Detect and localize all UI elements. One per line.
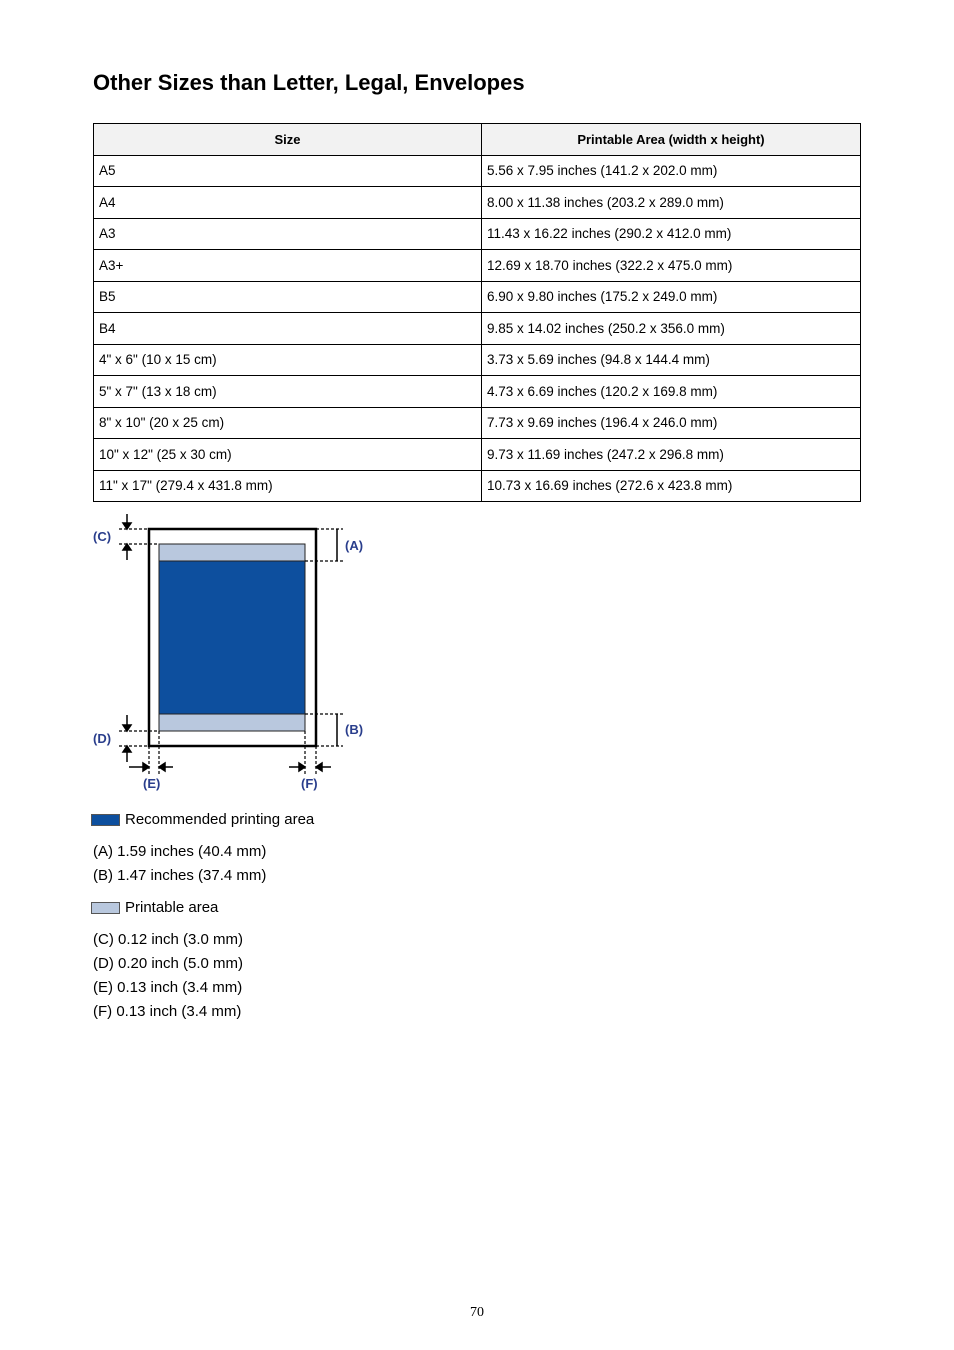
printable-area-cell: 5.56 x 7.95 inches (141.2 x 202.0 mm): [482, 155, 861, 187]
column-header-printable-area: Printable Area (width x height): [482, 124, 861, 156]
label-d: (D): [93, 731, 112, 746]
table-row: [94, 376, 861, 408]
printable-area-cell: 9.73 x 11.69 inches (247.2 x 296.8 mm): [482, 439, 861, 471]
table-row: [94, 439, 861, 471]
label-e: (E): [143, 776, 161, 791]
table-row: [94, 470, 861, 502]
printable-area-cell: 4.73 x 6.69 inches (120.2 x 169.8 mm): [482, 376, 861, 408]
printable-area-top: [159, 544, 305, 561]
size-cell: A3+: [94, 250, 482, 282]
size-cell: B5: [94, 281, 482, 313]
size-cell: 4" x 6" (10 x 15 cm): [94, 344, 482, 376]
table-row: [94, 313, 861, 345]
size-cell: A5: [94, 155, 482, 187]
legend-printable-label: Printable area: [125, 899, 219, 916]
label-a: (A): [345, 538, 364, 553]
size-cell: 8" x 10" (20 x 25 cm): [94, 407, 482, 439]
recommended-area-swatch: [91, 814, 120, 826]
table-header-row: [94, 124, 861, 156]
dimension-f: (F) 0.13 inch (3.4 mm): [93, 1003, 242, 1020]
size-cell: A4: [94, 187, 482, 219]
label-c: (C): [93, 529, 112, 544]
dimension-a: (A) 1.59 inches (40.4 mm): [93, 843, 267, 860]
size-cell: A3: [94, 218, 482, 250]
recommended-printing-area: [159, 561, 305, 714]
printable-area-swatch: [91, 902, 120, 914]
label-f: (F): [301, 776, 318, 791]
printable-area-cell: 6.90 x 9.80 inches (175.2 x 249.0 mm): [482, 281, 861, 313]
table-row: [94, 407, 861, 439]
legend-recommended: [91, 811, 314, 828]
size-cell: 10" x 12" (25 x 30 cm): [94, 439, 482, 471]
printable-area-cell: 11.43 x 16.22 inches (290.2 x 412.0 mm): [482, 218, 861, 250]
printable-area-diagram: [93, 510, 383, 795]
column-header-size: Size: [94, 124, 482, 156]
size-cell: 11" x 17" (279.4 x 431.8 mm): [94, 470, 482, 502]
page-title: Other Sizes than Letter, Legal, Envelopes: [93, 70, 525, 95]
dimension-d: (D) 0.20 inch (5.0 mm): [93, 955, 244, 972]
legend-recommended-label: Recommended printing area: [125, 811, 315, 828]
printable-area-cell: 9.85 x 14.02 inches (250.2 x 356.0 mm): [482, 313, 861, 345]
printable-area-cell: 3.73 x 5.69 inches (94.8 x 144.4 mm): [482, 344, 861, 376]
page-number: 70: [470, 1305, 484, 1320]
printable-area-cell: 7.73 x 9.69 inches (196.4 x 246.0 mm): [482, 407, 861, 439]
table-row: [94, 218, 861, 250]
size-cell: B4: [94, 313, 482, 345]
printable-area-cell: 12.69 x 18.70 inches (322.2 x 475.0 mm): [482, 250, 861, 282]
printable-area-cell: 8.00 x 11.38 inches (203.2 x 289.0 mm): [482, 187, 861, 219]
table-row: [94, 187, 861, 219]
table-row: [94, 155, 861, 187]
table-row: [94, 344, 861, 376]
printable-area-table: [93, 123, 861, 502]
table-row: [94, 250, 861, 282]
table-row: [94, 281, 861, 313]
printable-area-bottom: [159, 714, 305, 731]
legend-printable: [91, 899, 218, 916]
dimension-c: (C) 0.12 inch (3.0 mm): [93, 931, 244, 948]
dimension-b: (B) 1.47 inches (37.4 mm): [93, 867, 267, 884]
dimension-e: (E) 0.13 inch (3.4 mm): [93, 979, 243, 996]
label-b: (B): [345, 722, 364, 737]
size-cell: 5" x 7" (13 x 18 cm): [94, 376, 482, 408]
printable-area-cell: 10.73 x 16.69 inches (272.6 x 423.8 mm): [482, 470, 861, 502]
